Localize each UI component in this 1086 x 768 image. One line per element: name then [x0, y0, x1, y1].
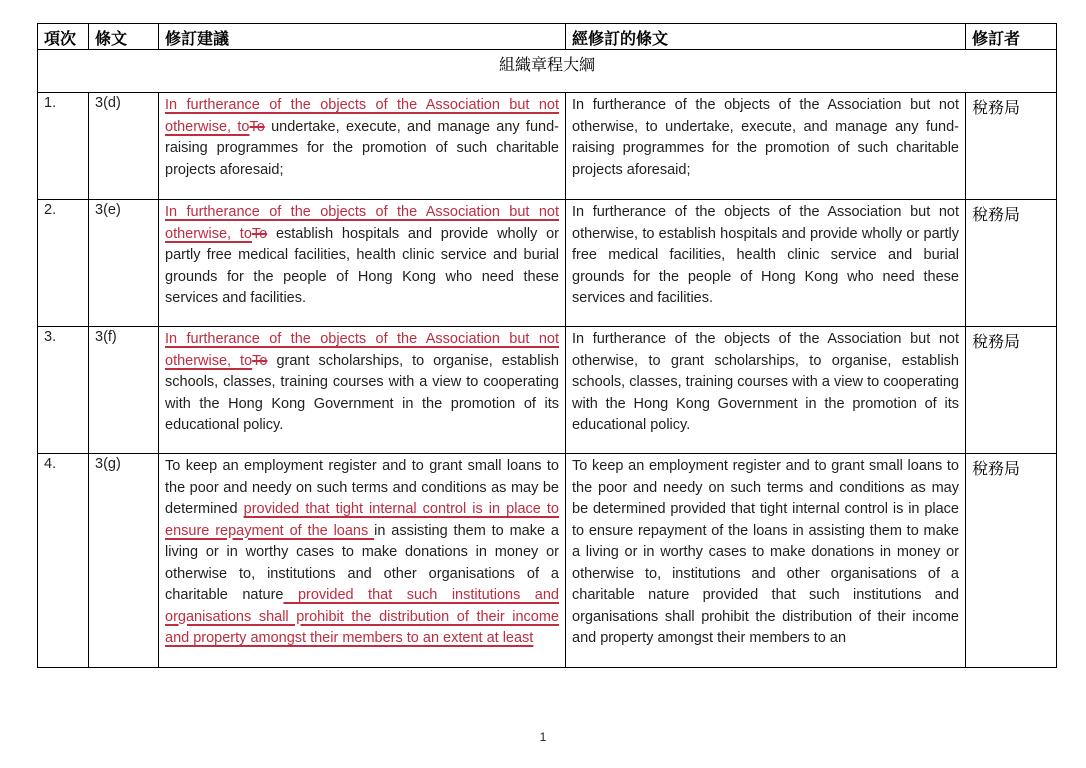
text-run-ins: In furtherance of the objects of the Association but not otherwise, to — [165, 97, 559, 135]
text-run-ins: In furtherance of the objects of the Association but not otherwise, to — [165, 204, 559, 242]
section-title: 組織章程大綱 — [38, 50, 1057, 93]
proposal-cell — [159, 200, 566, 327]
text-run-ins: provided that such institutions and organisations shall prohibit the distribution of their income and property amongst their members to an extent at least — [165, 587, 559, 646]
amended-cell — [566, 454, 966, 668]
item-number-cell: 1. — [38, 93, 89, 200]
text-run-normal: grant scholarships, to organise, establish schools, classes, training courses with a view to cooperating with the Hong Kong Government in the promotion of its educational policy. — [165, 352, 559, 433]
col-header-amender: 修訂者 — [966, 24, 1057, 50]
proposal-cell — [159, 454, 566, 668]
col-header-item: 項次 — [38, 24, 89, 50]
text-run-del: To — [252, 352, 268, 369]
amended-text: In furtherance of the objects of the Association but not otherwise, to establish hospitals and provide wholly or partly free medical facilities, health clinic service and burial grounds for the people of Hong Kong who need these services and facilities. — [572, 204, 959, 306]
amended-text: To keep an employment register and to grant small loans to the poor and needy on such terms and conditions as may be determined provided that tight internal control is in place to ensure repayment of the loans in assisting them to make a living or in worthy cases to make donations in money or otherwise to, institutions and other organisations of a charitable nature provided that such institutions and organisations shall prohibit the distribution of their income and property amongst their members to an — [572, 458, 959, 646]
text-run-ins: provided that tight internal control is in place to ensure repayment of the loans — [165, 501, 559, 539]
item-number-cell: 4. — [38, 454, 89, 668]
amender-cell: 稅務局 — [966, 454, 1057, 668]
proposal-text — [165, 202, 559, 324]
amended-cell — [566, 327, 966, 454]
article-cell: 3(e) — [89, 200, 159, 327]
col-header-proposal: 修訂建議 — [159, 24, 566, 50]
text-run-del: To — [249, 118, 265, 135]
amended-text: In furtherance of the objects of the Association but not otherwise, to grant scholarships, to organise, establish schools, classes, training courses with a view to cooperating with the Hong Kong Government in the promotion of its educational policy. — [572, 331, 959, 433]
text-run-normal: in assisting them to make a living or in worthy cases to make donations in money or otherwise to, institutions and other organisations of a charitable nature — [165, 522, 559, 603]
amended-text: In furtherance of the objects of the Association but not otherwise, to undertake, execute, and manage any fund-raising programmes for the promotion of such charitable projects aforesaid; — [572, 97, 959, 178]
amender-cell: 稅務局 — [966, 93, 1057, 200]
amender-cell: 稅務局 — [966, 327, 1057, 454]
amended-cell — [566, 93, 966, 200]
col-header-amended: 經修訂的條文 — [566, 24, 966, 50]
section-title-row — [38, 50, 1057, 93]
text-run-del: To — [251, 225, 268, 242]
header-row — [38, 24, 1057, 50]
text-run-normal: undertake, execute, and manage any fund-raising programmes for the promotion of such charitable projects aforesaid; — [165, 118, 559, 178]
page-number: 1 — [539, 730, 547, 744]
proposal-cell — [159, 93, 566, 200]
amender-cell: 稅務局 — [966, 200, 1057, 327]
table-row — [38, 93, 1057, 200]
item-number-cell: 2. — [38, 200, 89, 327]
amendment-table — [37, 23, 1057, 668]
proposal-text — [165, 95, 559, 197]
proposal-text — [165, 456, 559, 666]
table-row — [38, 454, 1057, 668]
article-cell: 3(f) — [89, 327, 159, 454]
table-row — [38, 327, 1057, 454]
item-number-cell: 3. — [38, 327, 89, 454]
text-run-normal: establish hospitals and provide wholly or partly free medical facilities, health clinic service and burial grounds for the people of Hong Kong who need these services and facilities. — [165, 225, 559, 306]
text-run-ins: In furtherance of the objects of the Association but not otherwise, to — [165, 331, 559, 369]
col-header-article: 條文 — [89, 24, 159, 50]
text-run-normal: To keep an employment register and to grant small loans to the poor and needy on such terms and conditions as may be determined — [165, 458, 559, 517]
amended-cell — [566, 200, 966, 327]
article-cell: 3(g) — [89, 454, 159, 668]
table-row — [38, 200, 1057, 327]
article-cell: 3(d) — [89, 93, 159, 200]
proposal-text — [165, 329, 559, 451]
proposal-cell — [159, 327, 566, 454]
